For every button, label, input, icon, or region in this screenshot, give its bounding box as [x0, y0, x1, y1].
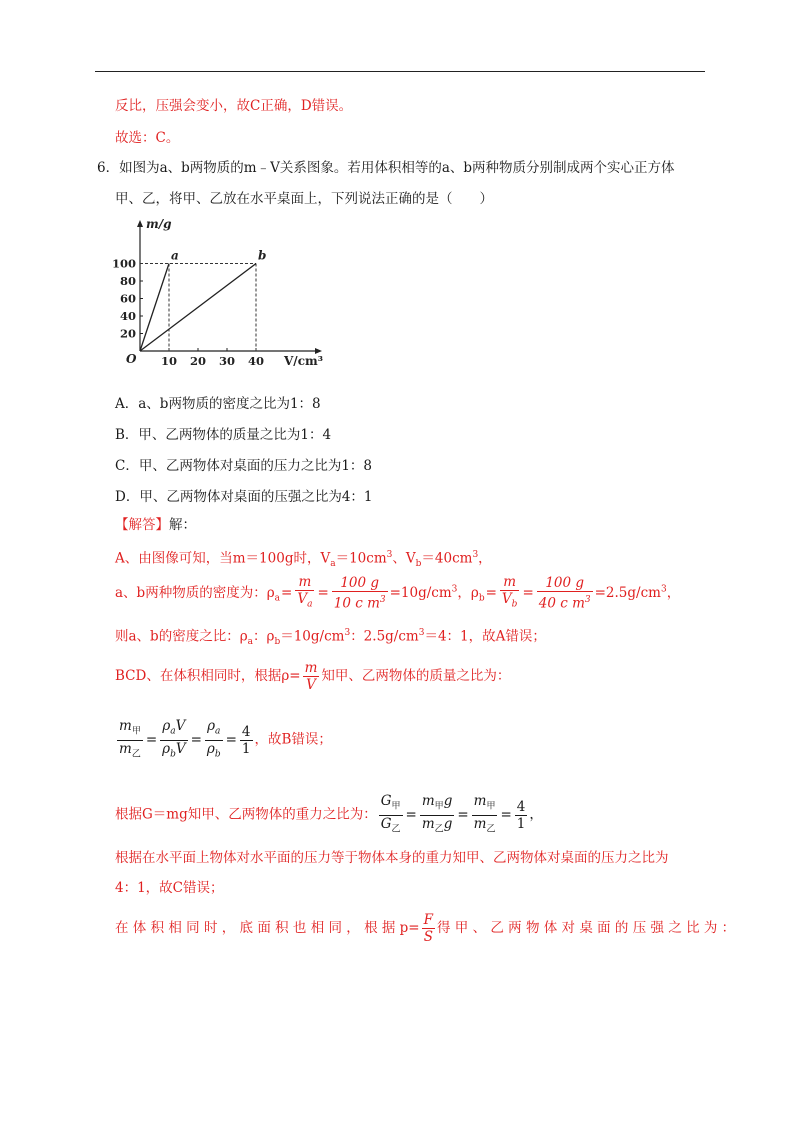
answer-l2-res-a: =10g/cm [389, 584, 452, 601]
answer-l3-mid: ：ρ [253, 628, 275, 645]
fraction-den [117, 741, 143, 763]
answer-l1-mid: ＝10cm [335, 550, 387, 567]
fraction-den: S [423, 929, 433, 945]
answer-l1-tail: ， [478, 550, 492, 567]
answer-line-5 [115, 718, 332, 762]
question-text-1: 如图为a、b两物质的m﹣V关系图象。若用体积相等的a、b两种物质分别制成两个实心正方体 [119, 160, 675, 176]
question-number: 6． [97, 160, 120, 176]
fraction-den [295, 591, 314, 613]
answer-l4-pre: BCD、在体积相同时，根据ρ= [115, 668, 301, 684]
fraction-num: 100 g [537, 575, 593, 592]
fraction-rho-ratio [205, 718, 223, 762]
fraction-mass-ratio [117, 718, 143, 762]
answer-heading [115, 516, 196, 534]
den-text: 40 c m [538, 595, 585, 612]
rho-symbol: ρ [206, 740, 215, 757]
answer-l3-val: ＝10g/cm [280, 628, 345, 645]
g-lower: g [443, 793, 453, 809]
rho-sub-a: a [170, 726, 176, 737]
vb-sub: b [511, 599, 518, 610]
answer-l6-pre: 根据G＝mg知甲、乙两物体的重力之比为： [115, 806, 377, 823]
fraction-den [537, 592, 593, 612]
fraction-m-over-va [295, 574, 314, 613]
fraction-num: m [500, 574, 520, 591]
answer-l2-tail: ， [666, 584, 681, 601]
fraction-num: m [295, 574, 314, 591]
answer-l9-pre: 在 体 积 相 同 时 ， 底 面 积 也 相 同 ， 根 据 p= [115, 920, 420, 936]
fraction-m-over-vb [500, 574, 520, 613]
g-symbol: G [380, 793, 392, 809]
fraction-num: F [423, 912, 433, 928]
fraction-den [500, 591, 520, 613]
fraction-num [420, 793, 454, 816]
fraction-num [205, 718, 223, 741]
answer-line-9 [115, 912, 735, 945]
mv-chart [112, 210, 342, 370]
g-lower: g [443, 815, 453, 832]
fraction-mg-ratio [420, 793, 454, 837]
x-tick-label: 30 [218, 354, 236, 368]
fraction-rho-v [160, 718, 187, 762]
x-axis-label: V/cm³ [284, 354, 323, 368]
answer-l2-res-a-sup: 3 [451, 584, 458, 595]
equals-sign: = [485, 585, 497, 602]
series-label-b: b [258, 248, 267, 263]
answer-l9-post: 得 甲 、 乙 两 物 体 对 桌 面 的 压 强 之 比 为 ： [437, 920, 736, 936]
equals-sign: = [145, 732, 158, 749]
answer-l3-end: ＝4：1，故A错误； [424, 628, 546, 645]
fraction-4-over-1 [515, 799, 528, 832]
m-symbol: m [421, 793, 435, 809]
answer-l2-res-b-sup: 3 [660, 584, 667, 595]
origin-label: O [126, 352, 137, 366]
fraction-num [160, 718, 187, 741]
fraction-num [379, 793, 403, 816]
fraction-num: 4 [241, 723, 251, 740]
answer-l3-sup1: 3 [344, 628, 351, 638]
answer-l1-sub-a: a [330, 559, 336, 570]
fraction-100g-over-10cm3 [332, 575, 388, 612]
x-tick-label: 10 [160, 354, 178, 368]
answer-line-6 [115, 793, 543, 837]
answer-line-2 [115, 574, 680, 613]
fraction-den [420, 816, 454, 838]
den-sup: 3 [379, 595, 386, 606]
answer-l2-pre: a、b两种物质的密度为：ρ [115, 584, 275, 601]
rho-sub-b: b [170, 749, 176, 760]
fraction-num: 4 [516, 798, 526, 815]
yi-sub: 乙 [131, 749, 141, 760]
answer-l1-sub-b: b [415, 559, 422, 570]
rho-sub-b: b [214, 749, 221, 760]
fraction-den: V [306, 677, 316, 693]
m-symbol: m [473, 815, 487, 832]
prev-answer-line: 反比，压强会变小，故C正确，D错误。 [115, 98, 353, 114]
jia-sub: 甲 [131, 726, 141, 737]
g-symbol: G [380, 815, 392, 832]
den-sup: 3 [584, 595, 591, 606]
x-tick-label: 40 [247, 354, 265, 368]
fraction-num [472, 793, 498, 816]
answer-l1-text: A、由图像可知，当m＝100g时，V [115, 550, 331, 567]
v-symbol: V [175, 740, 186, 757]
answer-l6-tail: ， [529, 806, 543, 823]
fraction-f-over-s [422, 912, 435, 945]
fraction-den [472, 816, 498, 838]
equals-sign: = [522, 585, 534, 602]
equals-sign: = [457, 807, 469, 824]
answer-l3-sub-a: a [247, 637, 254, 648]
y-axis-label: m/g [146, 217, 172, 231]
answer-l1-sep: 、V [392, 550, 416, 567]
question-line-1 [97, 159, 675, 177]
fraction-m-over-v [303, 660, 320, 693]
rho-sub-a: a [215, 726, 221, 737]
rho-symbol: ρ [162, 740, 171, 757]
answer-l2-comma: ，ρ [457, 584, 479, 601]
jia-sub: 甲 [391, 801, 401, 812]
option-c: C．甲、乙两物体对桌面的压力之比为1：8 [115, 458, 373, 474]
fraction-4-over-1 [240, 724, 253, 757]
y-tick-label: 60 [119, 291, 136, 306]
vb-symbol: V [501, 591, 512, 607]
fraction-num: m [304, 660, 318, 676]
answer-l1-end: ＝40cm [421, 550, 473, 567]
m-symbol: m [421, 815, 435, 832]
fraction-den [379, 816, 403, 838]
option-a: A．a、b两物质的密度之比为1：8 [115, 396, 321, 412]
yi-sub: 乙 [391, 824, 401, 835]
fraction-m-ratio [472, 793, 498, 837]
series-label-a: a [171, 248, 179, 263]
fraction-den [160, 741, 187, 763]
fraction-den: 1 [516, 815, 526, 832]
equals-sign: = [500, 807, 512, 824]
y-tick-label: 80 [119, 274, 136, 288]
answer-l5-tail: ，故B错误； [254, 731, 332, 748]
y-tick-label: 20 [119, 326, 136, 341]
answer-l3-text: 则a、b的密度之比：ρ [115, 628, 248, 645]
jia-sub: 甲 [434, 801, 444, 812]
v-symbol: V [175, 718, 186, 734]
equals-sign: = [405, 807, 417, 824]
equals-sign: = [190, 732, 202, 749]
question-line-2: 甲、乙，将甲、乙放在水平桌面上，下列说法正确的是（ ） [115, 191, 493, 207]
prev-choice-line: 故选：C。 [115, 130, 180, 146]
answer-line-1 [115, 546, 492, 573]
answer-line-8: 4：1，故C错误； [115, 880, 224, 896]
answer-l1-sup: 3 [386, 550, 393, 560]
answer-l3-sub-b: b [274, 637, 281, 648]
fraction-den: 1 [241, 740, 251, 757]
jia-sub: 甲 [486, 801, 496, 812]
fraction-num: 100 g [332, 575, 388, 592]
fraction-100g-over-40cm3 [537, 575, 593, 612]
m-symbol: m [119, 740, 132, 757]
den-text: 10 c m [333, 595, 380, 612]
answer-line-3 [115, 624, 546, 651]
answer-l2-res-b: =2.5g/cm [594, 584, 661, 601]
answer-l1-end-sup: 3 [472, 550, 479, 560]
answer-l3-sup2: 3 [418, 628, 425, 638]
fraction-den [205, 741, 223, 763]
equals-sign: = [281, 585, 293, 602]
answer-tag: 【解答】 [115, 517, 169, 533]
x-tick-label: 20 [189, 354, 207, 368]
answer-l4-post: 知甲、乙两物体的质量之比为： [321, 668, 511, 684]
fraction-num [117, 718, 143, 741]
answer-line-7: 根据在水平面上物体对水平面的压力等于物体本身的重力知甲、乙两物体对桌面的压力之比为 [115, 850, 669, 866]
rho-symbol: ρ [207, 718, 216, 734]
equals-sign: = [317, 585, 329, 602]
answer-line-4 [115, 660, 510, 693]
y-tick-label: 100 [112, 256, 136, 271]
y-tick-label: 40 [119, 309, 136, 323]
va-sub: a [307, 599, 313, 610]
va-symbol: V [297, 591, 308, 607]
header-rule [95, 71, 705, 72]
m-symbol: m [119, 718, 132, 734]
rho-symbol: ρ [162, 718, 171, 734]
answer-tag-suffix: 解： [169, 517, 196, 533]
equals-sign: = [225, 732, 237, 749]
answer-l2-sub-a: a [274, 593, 281, 604]
answer-l3-val2: ：2.5g/cm [350, 628, 419, 645]
yi-sub: 乙 [434, 824, 444, 835]
yi-sub: 乙 [486, 824, 496, 835]
fraction-den [332, 592, 388, 612]
option-d: D．甲、乙两物体对桌面的压强之比为4：1 [115, 489, 373, 505]
option-b: B．甲、乙两物体的质量之比为1：4 [115, 427, 332, 443]
m-symbol: m [473, 793, 487, 809]
fraction-weight-ratio [379, 793, 403, 837]
answer-l2-sub-b: b [478, 593, 485, 604]
